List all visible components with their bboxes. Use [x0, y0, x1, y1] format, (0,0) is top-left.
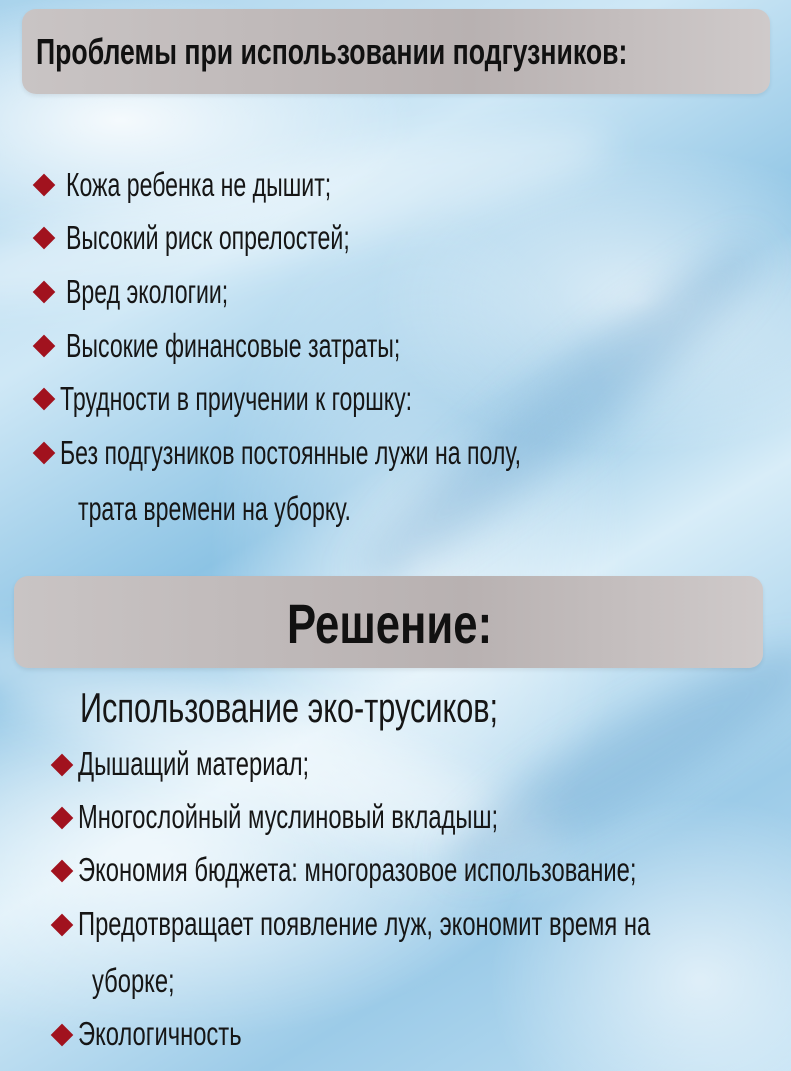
diamond-bullet-icon — [33, 388, 56, 411]
diamond-bullet-icon — [51, 1024, 74, 1047]
list-item-text: уборке; — [92, 962, 175, 999]
diamond-bullet-icon — [51, 807, 74, 830]
diamond-bullet-icon — [33, 442, 56, 465]
list-item-text: Многослойный муслиновый вкладыш; — [78, 798, 499, 835]
diamond-bullet-icon — [33, 281, 56, 304]
diamond-bullet-icon — [51, 914, 74, 937]
list-item-text: Предотвращает появление луж, экономит время на — [78, 905, 651, 942]
problems-title: Проблемы при использовании подгузников: — [36, 31, 628, 72]
diamond-bullet-icon — [51, 860, 74, 883]
problems-banner — [22, 9, 770, 94]
diamond-bullet-icon — [33, 174, 56, 197]
list-item-text: Экономия бюджета: многоразовое использование; — [78, 851, 637, 888]
list-item-text: Высокий риск опрелостей; — [66, 219, 350, 256]
diamond-bullet-icon — [33, 335, 56, 358]
diamond-bullet-icon — [33, 227, 56, 250]
list-item-text: Дышащий материал; — [78, 745, 310, 782]
list-item-text: Кожа ребенка не дышит; — [66, 166, 332, 203]
list-item-text: Вред экологии; — [66, 273, 229, 310]
solution-intro: Использование эко-трусиков; — [80, 684, 499, 731]
diamond-bullet-icon — [51, 754, 74, 777]
list-item-text: Экологичность — [78, 1015, 242, 1052]
solution-title: Решение: — [287, 592, 493, 655]
list-item-text: Трудности в приучении к горшку: — [60, 380, 413, 417]
solution-banner — [14, 576, 763, 668]
list-item-text: Высокие финансовые затраты; — [66, 327, 401, 364]
list-item-text: Без подгузников постоянные лужи на полу, — [60, 434, 522, 471]
list-item-text: трата времени на уборку. — [78, 490, 351, 527]
